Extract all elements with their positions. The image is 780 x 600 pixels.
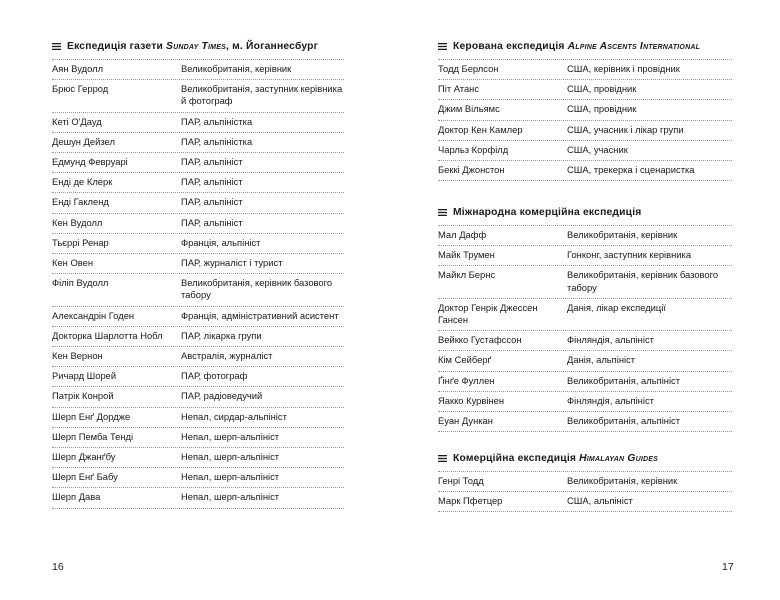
member-name: Кеті О'Дауд [52,115,102,127]
table-row [52,153,344,173]
member-name: Докторка Шарлотта Нобл [52,329,163,341]
member-name: Еуан Дункан [438,415,493,427]
table-row [438,412,732,432]
member-name: Марк Пфетцер [438,495,503,507]
heading-suffix: , м. Йоганнесбург [225,40,319,52]
member-role: Великобританія, альпініст [567,374,681,386]
member-role: Австралія, журналіст [181,350,273,362]
table-row [52,367,344,387]
member-name: Яакко Курвінен [438,394,505,406]
section-heading [52,39,344,53]
member-name: Доктор Генрік Джессен Гансен [438,301,538,326]
member-role: ПАР, альпініст [181,196,243,208]
table-row [52,113,344,133]
section-international-commercial [438,205,732,432]
table-row [52,214,344,234]
heading-text: Керована експедиція [453,40,565,52]
table-row [438,80,732,100]
section-heading [438,205,732,219]
member-role: США, керівник і провідник [567,63,680,74]
member-role: ПАР, лікарка групи [181,329,262,341]
heading-italic: Himalayan Guides [579,452,658,464]
members-table [438,59,732,181]
table-row [52,408,344,428]
member-name: Беккі Джонстон [438,164,505,176]
section-sunday-times [52,39,344,509]
member-role: США, учасник і лікар групи [567,123,684,135]
member-name: Доктор Кен Камлер [438,123,523,135]
member-name: Александрін Годен [52,309,135,321]
member-role: США, альпініст [567,495,633,507]
list-icon [438,209,447,216]
member-role: Великобританія, керівник [181,63,292,74]
list-icon [438,43,447,50]
page-number: 17 [722,561,734,573]
table-row [438,331,732,351]
member-name: Майкл Бернс [438,269,496,281]
table-row [438,392,732,412]
table-row [438,472,732,492]
heading-text: Міжнародна комерційна експедиція [453,206,642,218]
table-row [52,468,344,488]
member-role: ПАР, альпініст [181,156,243,168]
table-row [438,299,732,331]
right-page [390,0,780,600]
table-row [438,351,732,371]
member-role: Данія, альпініст [567,354,636,366]
section-alpine-ascents [438,39,732,181]
member-role: Гонконг, заступник керівника [567,249,692,261]
member-name: Кен Овен [52,257,94,269]
table-row [438,492,732,512]
table-row [438,161,732,181]
member-role: Непал, шерп-альпініст [181,471,280,483]
table-row [52,428,344,448]
table-row [52,387,344,407]
table-row [52,234,344,254]
table-row [438,100,732,120]
member-name: Енді Гакленд [52,196,109,208]
member-name: Піт Атанс [438,83,480,95]
members-table [438,225,732,432]
heading-text: Комерційна експедиція [453,452,577,464]
member-role: Великобританія, керівник [567,475,678,486]
member-name: Брюс Геррод [52,83,109,95]
table-row [438,226,732,246]
member-name: Шерп Енґ Дордже [52,410,131,422]
member-name: Ґінґе Фуллен [438,374,495,386]
member-role: Франція, адміністративний асистент [181,309,339,321]
member-name: Філіп Вудолл [52,277,109,289]
member-role: США, трекерка і сценаристка [567,164,695,176]
member-name: Тодд Берлсон [438,63,499,74]
member-role: США, учасник [567,143,628,155]
heading-italic: Alpine Ascents International [567,40,701,52]
member-role: ПАР, фотограф [181,370,248,382]
table-row [438,121,732,141]
member-role: ПАР, альпіністка [181,115,253,127]
member-name: Джим Вільямс [438,103,500,115]
member-role: Великобританія, керівник [567,229,678,240]
member-name: Дешун Дейзел [52,135,115,147]
table-row [52,448,344,468]
member-name: Патрік Конрой [52,390,114,402]
table-row [52,347,344,367]
member-role: США, провідник [567,103,637,115]
member-name: Енді де Клерк [52,176,113,188]
member-name: Майк Трумен [438,249,495,261]
member-role: Франція, альпініст [181,236,261,248]
member-name: Генрі Тодд [438,475,484,486]
member-role: ПАР, альпініст [181,216,243,228]
table-row [52,488,344,508]
member-role: Непал, шерп-альпініст [181,451,280,463]
table-row [52,254,344,274]
table-row [438,141,732,161]
member-role: Непал, шерп-альпініст [181,491,280,503]
heading-italic: Sunday Times [166,40,226,52]
member-name: Шерп Джанґбу [52,451,116,463]
table-row [438,60,732,80]
table-row [52,274,344,306]
table-row [438,372,732,392]
page-number: 16 [52,561,64,573]
member-role: ПАР, журналіст і турист [181,257,283,269]
members-table [438,471,732,512]
member-name: Шерп Пемба Тенді [52,430,134,442]
section-heading [438,451,732,465]
members-table [52,59,344,509]
table-row [438,246,732,266]
member-name: Шерп Енґ Бабу [52,471,118,483]
member-name: Аян Вудолл [52,63,104,74]
member-name: Кен Вернон [52,350,103,362]
member-name: Едмунд Февруарі [52,156,128,168]
table-row [52,307,344,327]
table-row [52,80,344,112]
member-role: Великобританія, заступник керівника й фотограф [181,83,343,107]
member-role: Данія, лікар експедиції [567,301,666,313]
member-name: Чарльз Корфілд [438,143,509,155]
member-role: Великобританія, керівник базового табору [567,269,719,293]
heading-text: Експедиція газети [67,40,163,52]
member-name: Ричард Шорей [52,370,117,382]
table-row [52,193,344,213]
member-name: Тьєррі Ренар [52,236,109,248]
member-name: Вейкко Густафссон [438,334,522,346]
member-name: Мал Дафф [438,229,487,240]
table-row [52,60,344,80]
section-himalayan-guides [438,451,732,512]
table-row [52,133,344,153]
member-role: ПАР, альпініст [181,176,243,188]
member-name: Кен Вудолл [52,216,103,228]
member-role: Непал, сирдар-альпініст [181,410,287,422]
list-icon [52,43,61,50]
table-row [438,266,732,298]
member-role: Фінляндія, альпініст [567,334,654,346]
member-name: Шерп Дава [52,491,101,503]
member-role: Непал, шерп-альпініст [181,430,280,442]
member-role: США, провідник [567,83,637,95]
member-name: Кім Сейберґ [438,354,492,366]
table-row [52,327,344,347]
member-role: ПАР, радіоведучий [181,390,263,402]
member-role: Великобританія, керівник базового табору [181,277,333,301]
member-role: Фінляндія, альпініст [567,394,654,406]
table-row [52,173,344,193]
section-heading [438,39,732,53]
list-icon [438,455,447,462]
member-role: Великобританія, альпініст [567,415,681,427]
member-role: ПАР, альпіністка [181,135,253,147]
